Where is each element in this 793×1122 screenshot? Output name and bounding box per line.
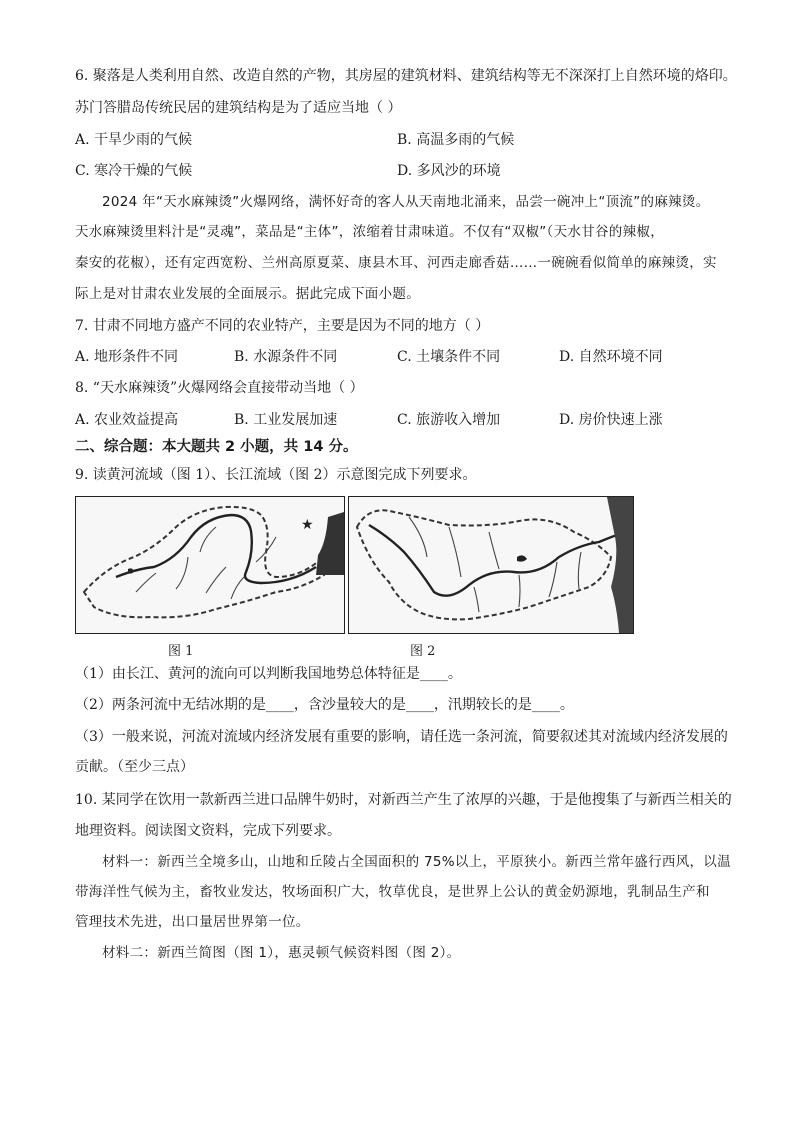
yangtze-river-map	[348, 496, 634, 634]
q10-material2: 材料二：新西兰简图（图 1），惠灵顿气候资料图（图 2）。	[102, 945, 461, 961]
q10-material1-line2: 带海洋性气候为主，畜牧业发达，牧场面积广大，牧草优良，是世界上公认的黄金奶源地，乳制品生产和	[75, 884, 710, 900]
section2-heading: 二、综合题：本大题共 2 小题，共 14 分。	[75, 439, 358, 455]
q7-option-b: B. 水源条件不同	[234, 349, 338, 365]
q9-part3-line2: 贡献。（至少三点）	[75, 759, 194, 775]
q9-part3-line1: （3）一般来说，河流对流域内经济发展有重要的影响，请任选一条河流，简要叙述其对流域内经济发展的	[75, 729, 728, 745]
passage-line4: 际上是对甘肃农业发展的全面展示。据此完成下面小题。	[75, 286, 420, 302]
q7-option-a: A. 地形条件不同	[75, 349, 179, 365]
yangtze-river-map-graphic	[349, 497, 633, 633]
q8-option-a: A. 农业效益提高	[75, 412, 179, 428]
q9-part2: （2）两条河流中无结冰期的是____，含沙量较大的是____，汛期较长的是____。	[75, 697, 574, 713]
q6-option-c: C. 寒冷干燥的气候	[75, 163, 193, 179]
q6-option-a: A. 干旱少雨的气候	[75, 132, 193, 148]
lake-shape	[517, 555, 527, 561]
q8-stem: 8. “天水麻辣烫”火爆网络会直接带动当地（ ）	[75, 380, 364, 396]
q7-stem: 7. 甘肃不同地方盛产不同的农业特产，主要是因为不同的地方（ ）	[75, 318, 490, 334]
q9-stem: 9. 读黄河流域（图 1）、长江流域（图 2）示意图完成下列要求。	[75, 467, 477, 483]
sea-shape	[316, 512, 344, 575]
star-icon: ★	[301, 517, 314, 533]
yellow-river-map	[75, 496, 345, 634]
q7-option-c: C. 土壤条件不同	[397, 349, 501, 365]
q6-option-b: B. 高温多雨的气候	[397, 132, 515, 148]
q10-material1-line1: 材料一：新西兰全境多山，山地和丘陵占全国面积的 75%以上，平原狭小。新西兰常年盛行西风，以温	[102, 854, 731, 870]
figure2-caption: 图 2	[410, 644, 436, 659]
q10-stem-line1: 10. 某同学在饮用一款新西兰进口品牌牛奶时，对新西兰产生了浓厚的兴趣，于是他搜集了与新西兰相关的	[75, 792, 732, 808]
q10-stem-line2: 地理资料。阅读图文资料，完成下列要求。	[75, 823, 341, 839]
passage-line3: 秦安的花椒），还有定西宽粉、兰州高原夏菜、康县木耳、河西走廊香菇……一碗碗看似简单的麻辣烫，实	[75, 255, 717, 271]
sea-shape	[607, 497, 633, 633]
q6-option-d: D. 多风沙的环境	[397, 163, 501, 179]
q6-stem-line1: 6. 聚落是人类利用自然、改造自然的产物，其房屋的建筑材料、建筑结构等无不深深打上自然环境的烙印。	[75, 68, 737, 84]
q9-part1: （1）由长江、黄河的流向可以判断我国地势总体特征是____。	[75, 666, 462, 682]
passage-line1: 2024 年“天水麻辣烫”火爆网络，满怀好奇的客人从天南地北涌来，品尝一碗冲上“顶流”的麻辣烫。	[102, 194, 710, 210]
q8-option-d: D. 房价快速上涨	[559, 412, 663, 428]
yellow-river-map-graphic	[76, 497, 344, 633]
yellow-river-mainstream	[116, 515, 316, 583]
q8-option-c: C. 旅游收入增加	[397, 412, 501, 428]
q10-material1-line3: 管理技术先进，出口量居世界第一位。	[75, 914, 310, 930]
q6-stem-line2: 苏门答腊岛传统民居的建筑结构是为了适应当地（ ）	[75, 100, 402, 116]
figure1-caption: 图 1	[168, 644, 194, 659]
basin-boundary	[357, 510, 611, 619]
lake-shape	[128, 568, 134, 573]
q7-option-d: D. 自然环境不同	[559, 349, 663, 365]
tributaries	[136, 527, 276, 599]
q8-option-b: B. 工业发展加速	[234, 412, 338, 428]
passage-line2: 天水麻辣烫里料汁是“灵魂”，菜品是“主体”，浓缩着甘肃味道。不仅有“双椒”（天水甘谷的辣椒，	[75, 224, 665, 240]
